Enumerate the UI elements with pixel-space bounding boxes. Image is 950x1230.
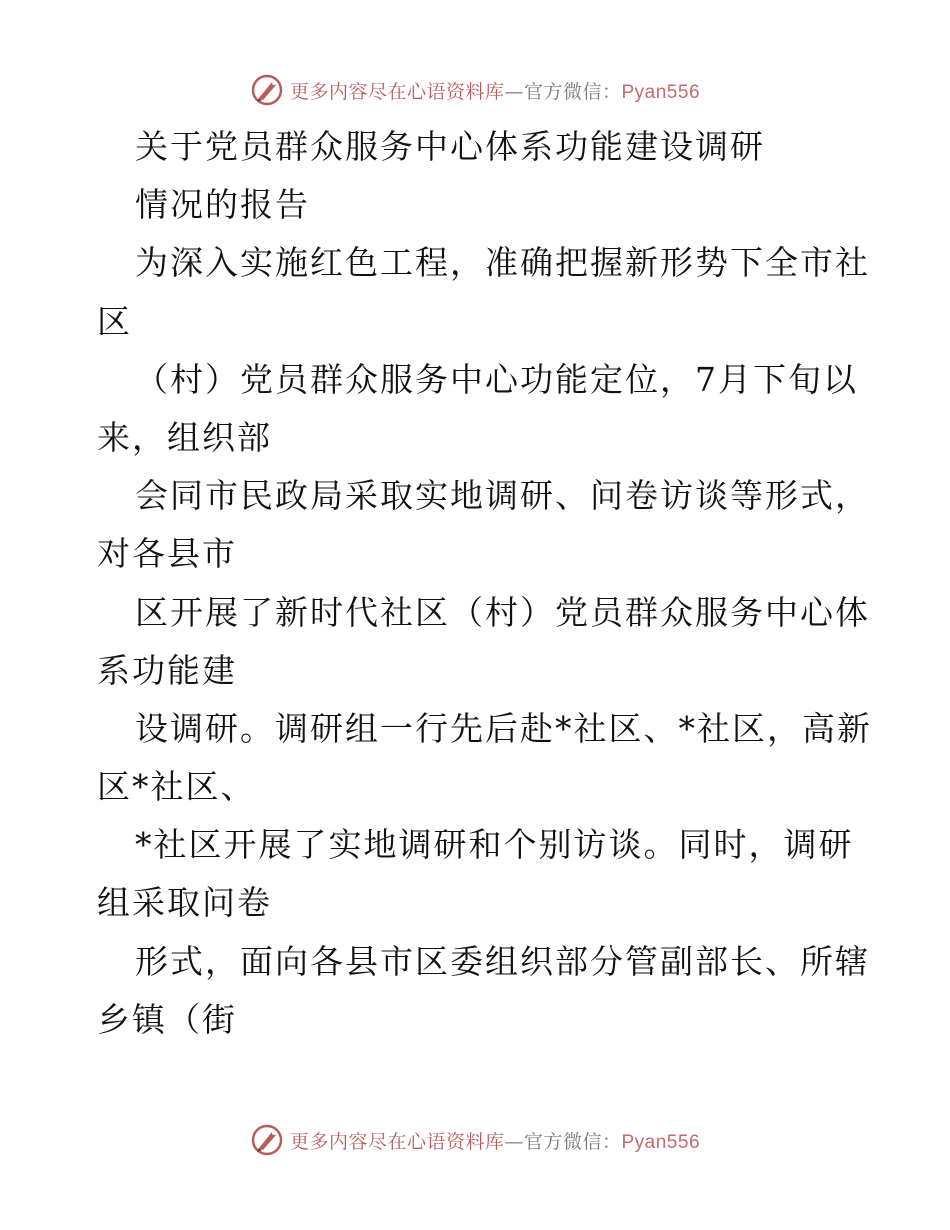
watermark-dash: — bbox=[504, 80, 524, 103]
footer-watermark bbox=[0, 1120, 950, 1160]
paragraph-line: 区 bbox=[97, 301, 132, 341]
paragraph-line: 来，组织部 bbox=[97, 417, 272, 457]
paragraph-line: 对各县市 bbox=[97, 534, 237, 574]
watermark-wechat-id: Pyan556 bbox=[621, 81, 701, 103]
paragraph-line: 会同市民政局采取实地调研、问卷访谈等形式， bbox=[135, 476, 870, 516]
paragraph-line: 乡镇（街 bbox=[97, 999, 237, 1039]
watermark-text bbox=[290, 1127, 700, 1154]
watermark-site: 更多内容尽在心语资料库 bbox=[289, 1130, 505, 1153]
watermark-text bbox=[290, 77, 700, 104]
paragraph-line: *社区开展了实地调研和个别访谈。同时，调研 bbox=[135, 825, 854, 865]
quill-pen-logo-icon bbox=[250, 73, 284, 107]
document-body bbox=[97, 118, 872, 1049]
paragraph-line: 系功能建 bbox=[97, 650, 237, 690]
watermark-wechat-label: 官方微信： bbox=[523, 1130, 622, 1153]
watermark-wechat-id: Pyan556 bbox=[621, 1131, 701, 1153]
title-line-2: 情况的报告 bbox=[135, 185, 310, 225]
paragraph-line: 设调研。调研组一行先后赴*社区、*社区，高新 bbox=[135, 708, 872, 748]
paragraph-line: 区*社区、 bbox=[97, 767, 256, 807]
paragraph-line: 形式，面向各县市区委组织部分管副部长、所辖 bbox=[135, 941, 870, 981]
paragraph-line: 组采取问卷 bbox=[97, 883, 272, 923]
watermark-site: 更多内容尽在心语资料库 bbox=[289, 80, 505, 103]
paragraph-line: 区开展了新时代社区（村）党员群众服务中心体 bbox=[135, 592, 870, 632]
watermark-wechat-label: 官方微信： bbox=[523, 80, 622, 103]
paragraph-line: （村）党员群众服务中心功能定位，7月下旬以 bbox=[135, 359, 858, 399]
paragraph-line: 为深入实施红色工程，准确把握新形势下全市社 bbox=[135, 243, 870, 283]
quill-pen-logo-icon bbox=[250, 1123, 284, 1157]
watermark-dash: — bbox=[504, 1130, 524, 1153]
title-line-1: 关于党员群众服务中心体系功能建设调研 bbox=[135, 127, 765, 166]
header-watermark bbox=[0, 70, 950, 110]
